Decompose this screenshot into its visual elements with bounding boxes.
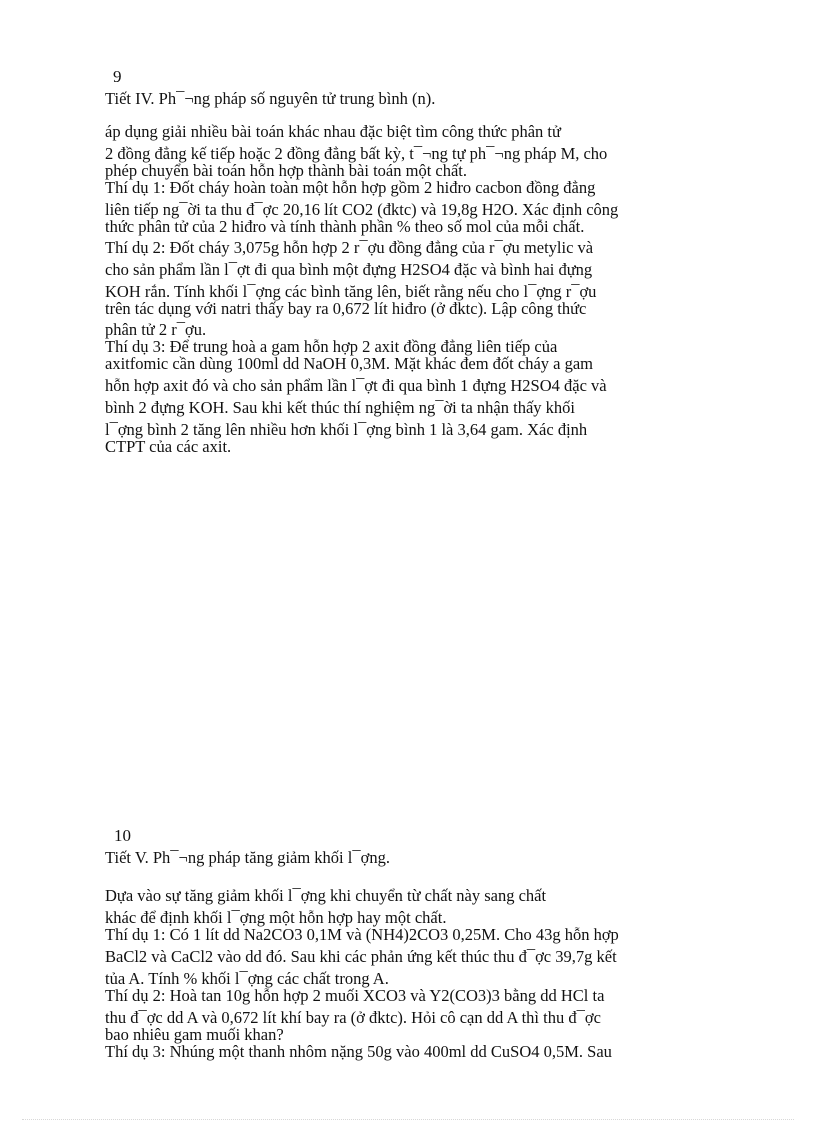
example-2-line: thu đ¯ợc dd A và 0,672 lít khí bay ra (ở đktc). Hỏi cô cạn dd A thì thu đ¯ợc <box>105 1008 601 1027</box>
example-1-line: liên tiếp ng¯ời ta thu đ¯ợc 20,16 lít CO2 (đktc) và 19,8g H2O. Xác định công <box>105 200 619 219</box>
page-bottom-divider <box>22 1119 794 1120</box>
paragraph-line: khác để định khối l¯ợng một hỗn hợp hay một chất. <box>105 908 447 927</box>
example-1-line: Thí dụ 1: Có 1 lít dd Na2CO3 0,1M và (NH4)2CO3 0,25M. Cho 43g hỗn hợp <box>105 925 619 944</box>
example-2-line: Thí dụ 2: Hoà tan 10g hỗn hợp 2 muối XCO3 và Y2(CO3)3 bằng dd HCl ta <box>105 986 605 1005</box>
paragraph-line: áp dụng giải nhiều bài toán khác nhau đặc biệt tìm công thức phân tử <box>105 122 561 141</box>
example-2-line: Thí dụ 2: Đốt cháy 3,075g hỗn hợp 2 r¯ợu đồng đẳng của r¯ợu metylic và <box>105 238 594 257</box>
example-1-line: BaCl2 và CaCl2 vào dd đó. Sau khi các phản ứng kết thúc thu đ¯ợc 39,7g kết <box>105 947 617 966</box>
example-2-line: bao nhiêu gam muối khan? <box>105 1025 284 1044</box>
section-9-title: Tiết IV. Ph¯¬ng pháp số nguyên tử trung bình (n). <box>105 89 436 108</box>
example-1-line: Thí dụ 1: Đốt cháy hoàn toàn một hỗn hợp gồm 2 hiđro cacbon đồng đẳng <box>105 178 596 197</box>
example-1-line: tủa A. Tính % khối l¯ợng các chất trong A. <box>105 969 389 988</box>
section-10-title: Tiết V. Ph¯¬ng pháp tăng giảm khối l¯ợng. <box>105 848 390 867</box>
example-3-line: Thí dụ 3: Nhúng một thanh nhôm nặng 50g vào 400ml dd CuSO4 0,5M. Sau <box>105 1042 612 1061</box>
example-2-line: cho sản phẩm lần l¯ợt đi qua bình một đựng H2SO4 đặc và bình hai đựng <box>105 260 593 279</box>
example-3-line: l¯ợng bình 2 tăng lên nhiều hơn khối l¯ợng bình 1 là 3,64 gam. Xác định <box>105 420 588 439</box>
example-3-line: axitfomic cần dùng 100ml dd NaOH 0,3M. Mặt khác đem đốt cháy a gam <box>105 354 594 373</box>
page-number-9: 9 <box>113 67 122 86</box>
example-3-line: bình 2 đựng KOH. Sau khi kết thúc thí nghiệm ng¯ời ta nhận thấy khối <box>105 398 575 417</box>
paragraph-line: Dựa vào sự tăng giảm khối l¯ợng khi chuyển từ chất này sang chất <box>105 886 547 905</box>
example-2-line: trên tác dụng với natri thấy bay ra 0,672 lít hiđro (ở đktc). Lập công thức <box>105 299 587 318</box>
page-number-10: 10 <box>114 826 131 845</box>
example-3-line: Thí dụ 3: Để trung hoà a gam hỗn hợp 2 axit đồng đẳng liên tiếp của <box>105 337 558 356</box>
example-3-line: CTPT của các axit. <box>105 437 232 456</box>
example-2-line: KOH rắn. Tính khối l¯ợng các bình tăng lên, biết rằng nếu cho l¯ợng r¯ợu <box>105 282 597 301</box>
paragraph-line: phép chuyển bài toán hỗn hợp thành bài toán một chất. <box>105 161 468 180</box>
example-2-line: phân tử 2 r¯ợu. <box>105 320 207 339</box>
example-3-line: hỗn hợp axit đó và cho sản phẩm lần l¯ợt đi qua bình 1 đựng H2SO4 đặc và <box>105 376 607 395</box>
example-1-line: thức phân tử của 2 hiđro và tính thành phần % theo số mol của mỗi chất. <box>105 217 585 236</box>
paragraph-line: 2 đồng đẳng kế tiếp hoặc 2 đồng đẳng bất kỳ, t¯¬ng tự ph¯¬ng pháp M, cho <box>105 144 608 163</box>
